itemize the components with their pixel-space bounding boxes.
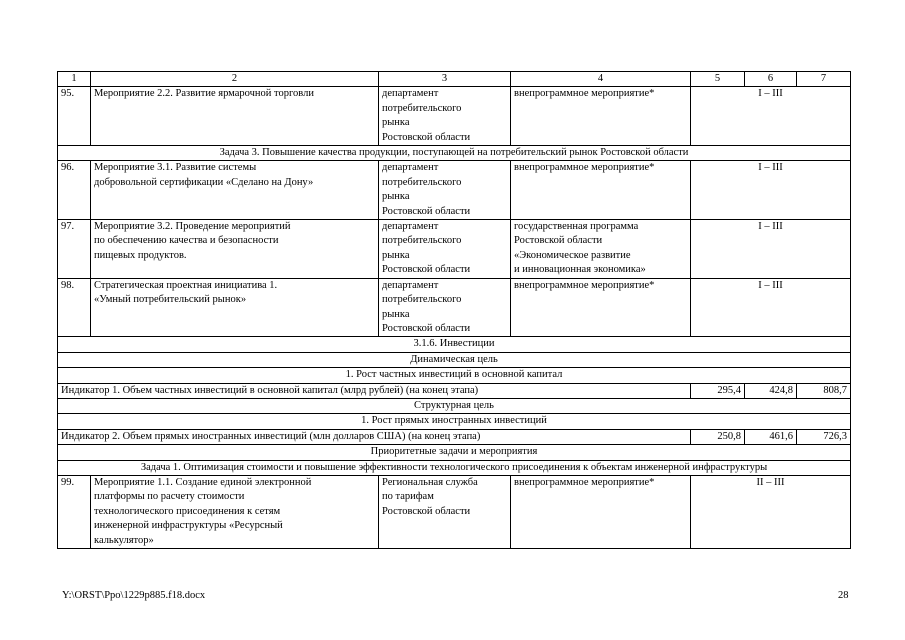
text-line: и инновационная экономика» — [514, 264, 646, 276]
program-source — [511, 475, 691, 548]
event-row — [58, 87, 851, 146]
indicator-value: 461,6 — [745, 429, 797, 444]
event-title — [91, 278, 379, 337]
text-line: потребительского — [382, 102, 462, 114]
text-line: департамент — [382, 221, 439, 233]
responsible-department — [379, 278, 511, 337]
text-line: «Умный потребительский рынок» — [94, 294, 247, 306]
text-line: платформы по расчету стоимости — [94, 491, 245, 503]
event-row — [58, 278, 851, 337]
text-line: рынка — [382, 117, 410, 129]
text-line: департамент — [382, 88, 439, 100]
indicator-label: Индикатор 1. Объем частных инвестиций в основной капитал (млрд рублей) (на конец этапа) — [58, 383, 691, 398]
indicator-value: 808,7 — [797, 383, 851, 398]
program-source — [511, 161, 691, 220]
text-line: внепрограммное мероприятие* — [514, 88, 655, 100]
row-number: 97. — [58, 220, 91, 279]
text-line: рынка — [382, 191, 410, 203]
header-cell: 4 — [511, 72, 691, 87]
section-heading: 1. Рост прямых иностранных инвестиций — [58, 414, 851, 429]
text-line: департамент — [382, 162, 439, 174]
document-page — [57, 71, 850, 549]
implementation-stage: II – III — [691, 475, 851, 548]
text-line: Ростовской области — [382, 505, 471, 517]
section-heading: Приоритетные задачи и мероприятия — [58, 445, 851, 460]
header-cell: 6 — [745, 72, 797, 87]
text-line: потребительского — [382, 235, 462, 247]
text-line: Ростовской области — [382, 205, 471, 217]
text-line: рынка — [382, 308, 410, 320]
text-line: внепрограммное мероприятие* — [514, 279, 655, 291]
table-body — [58, 72, 851, 549]
text-line: Мероприятие 3.1. Развитие системы — [94, 162, 257, 174]
table-header-row — [58, 72, 851, 87]
indicator-value: 424,8 — [745, 383, 797, 398]
section-row — [58, 146, 851, 161]
event-title — [91, 87, 379, 146]
event-title — [91, 220, 379, 279]
row-number: 98. — [58, 278, 91, 337]
indicator-label: Индикатор 2. Объем прямых иностранных инвестиций (млн долларов США) (на конец этапа) — [58, 429, 691, 444]
event-row — [58, 161, 851, 220]
implementation-stage: I – III — [691, 161, 851, 220]
plan-table — [57, 71, 851, 549]
section-row — [58, 352, 851, 367]
text-line: Ростовской области — [382, 131, 471, 143]
text-line: потребительского — [382, 294, 462, 306]
header-cell: 1 — [58, 72, 91, 87]
section-row — [58, 368, 851, 383]
responsible-department — [379, 475, 511, 548]
text-line: государственная программа — [514, 221, 639, 233]
section-heading: Задача 3. Повышение качества продукции, поступающей на потребительский рынок Ростовской области — [58, 146, 851, 161]
header-cell: 2 — [91, 72, 379, 87]
text-line: инженерной инфраструктуры «Ресурсный — [94, 520, 283, 532]
program-source — [511, 87, 691, 146]
header-cell: 5 — [691, 72, 745, 87]
text-line: внепрограммное мероприятие* — [514, 476, 655, 488]
text-line: «Экономическое развитие — [514, 249, 631, 261]
event-title — [91, 161, 379, 220]
responsible-department — [379, 87, 511, 146]
text-line: добровольной сертификации «Сделано на Дону» — [94, 176, 314, 188]
section-heading: Структурная цель — [58, 398, 851, 413]
text-line: рынка — [382, 249, 410, 261]
text-line: по обеспечению качества и безопасности — [94, 235, 279, 247]
section-heading: Динамическая цель — [58, 352, 851, 367]
indicator-value: 250,8 — [691, 429, 745, 444]
text-line: Стратегическая проектная инициатива 1. — [94, 279, 278, 291]
page-number: 28 — [838, 590, 849, 601]
text-line: потребительского — [382, 176, 462, 188]
indicator-row — [58, 383, 851, 398]
event-row — [58, 475, 851, 548]
row-number: 95. — [58, 87, 91, 146]
text-line: калькулятор» — [94, 534, 154, 546]
text-line: Региональная служба — [382, 476, 478, 488]
text-line: пищевых продуктов. — [94, 249, 187, 261]
text-line: внепрограммное мероприятие* — [514, 162, 655, 174]
text-line: департамент — [382, 279, 439, 291]
section-row — [58, 445, 851, 460]
text-line: по тарифам — [382, 491, 434, 503]
text-line: технологического присоединения к сетям — [94, 505, 281, 517]
text-line: Ростовской области — [514, 235, 603, 247]
section-row — [58, 337, 851, 352]
indicator-value: 295,4 — [691, 383, 745, 398]
section-heading: 1. Рост частных инвестиций в основной капитал — [58, 368, 851, 383]
indicator-row — [58, 429, 851, 444]
implementation-stage: I – III — [691, 87, 851, 146]
text-line: Мероприятие 2.2. Развитие ярмарочной торговли — [94, 88, 314, 100]
section-row — [58, 460, 851, 475]
file-path: Y:\ORST\Ppo\1229p885.f18.docx — [62, 590, 206, 601]
indicator-value: 726,3 — [797, 429, 851, 444]
responsible-department — [379, 220, 511, 279]
program-source — [511, 278, 691, 337]
section-row — [58, 414, 851, 429]
section-heading: 3.1.6. Инвестиции — [58, 337, 851, 352]
row-number: 99. — [58, 475, 91, 548]
text-line: Ростовской области — [382, 264, 471, 276]
text-line: Ростовской области — [382, 322, 471, 334]
implementation-stage: I – III — [691, 220, 851, 279]
event-title — [91, 475, 379, 548]
section-heading: Задача 1. Оптимизация стоимости и повышение эффективности технологического присоединения к объектам инженерной инфраструктуры — [58, 460, 851, 475]
header-cell: 7 — [797, 72, 851, 87]
text-line: Мероприятие 1.1. Создание единой электронной — [94, 476, 312, 488]
implementation-stage: I – III — [691, 278, 851, 337]
row-number: 96. — [58, 161, 91, 220]
event-row — [58, 220, 851, 279]
responsible-department — [379, 161, 511, 220]
text-line: Мероприятие 3.2. Проведение мероприятий — [94, 221, 291, 233]
header-cell: 3 — [379, 72, 511, 87]
program-source — [511, 220, 691, 279]
section-row — [58, 398, 851, 413]
